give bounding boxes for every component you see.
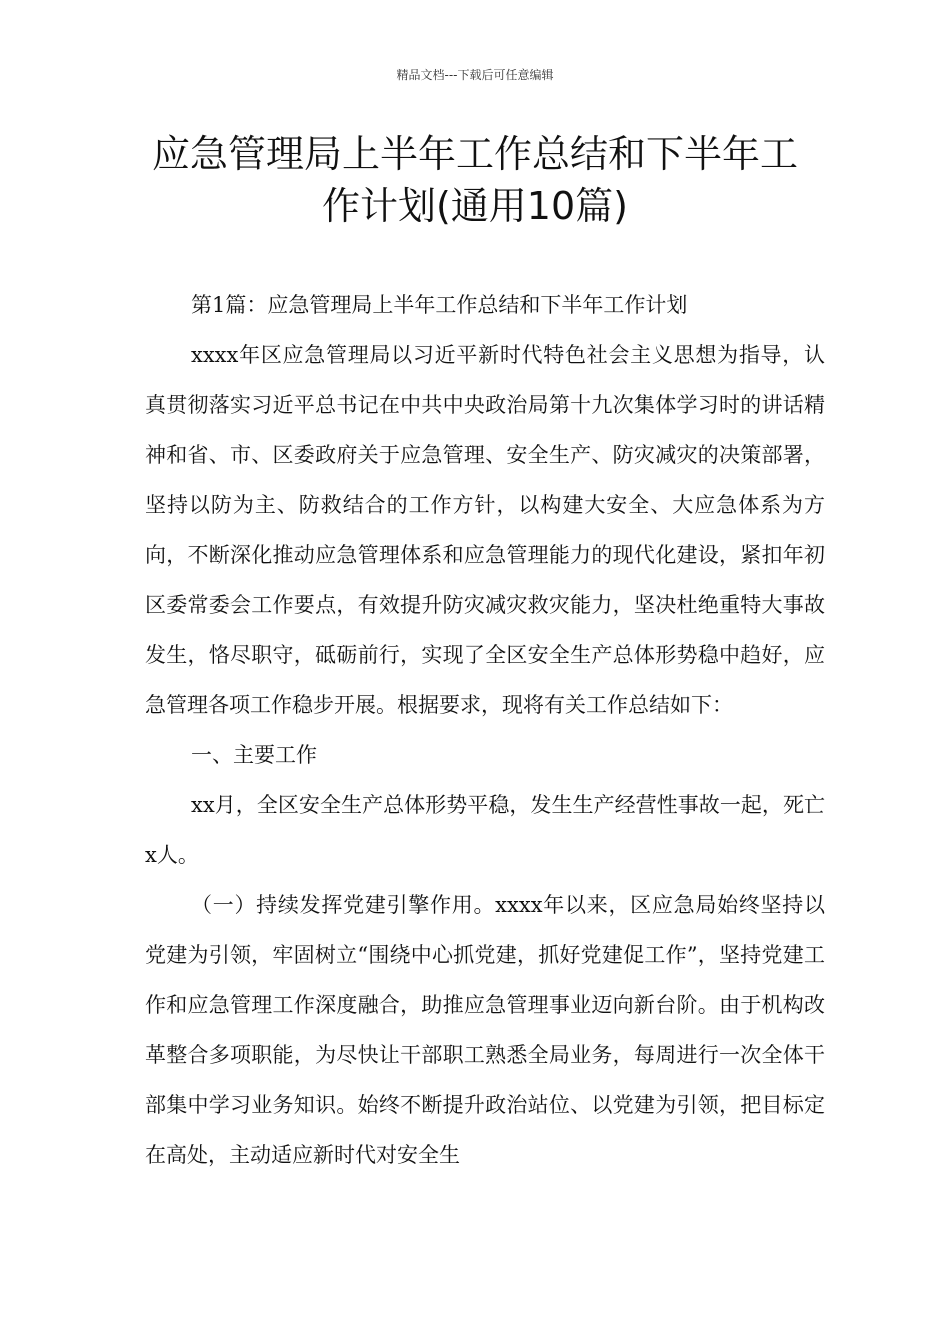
document-title bbox=[145, 128, 805, 232]
body-paragraph: （一）持续发挥党建引擎作用。xxxx年以来，区应急局始终坚持以党建为引领，牢固树立“围绕中心抓党建，抓好党建促工作”，坚持党建工作和应急管理工作深度融合，助推应急管理事业迈向新台阶。由于机构改革整合多项职能，为尽快让干部职工熟悉全局业务，每周进行一次全体干部集中学习业务知识。始终不断提升政治站位、以党建为引领，把目标定在高处，主动适应新时代对安全生 bbox=[145, 893, 825, 1167]
title-line-1: 应急管理局上半年工作总结和下半年工 bbox=[151, 132, 798, 176]
section-heading: 一、主要工作 bbox=[191, 743, 317, 767]
title-line-2: 作计划(通用10篇) bbox=[321, 184, 628, 228]
document-body bbox=[145, 280, 825, 1180]
body-paragraph: xx月，全区安全生产总体形势平稳，发生生产经营性事故一起，死亡x人。 bbox=[145, 793, 825, 867]
body-paragraph: xxxx年区应急管理局以习近平新时代特色社会主义思想为指导，认真贯彻落实习近平总书记在中共中央政治局第十九次集体学习时的讲话精神和省、市、区委政府关于应急管理、安全生产、防灾减灾的决策部署，坚持以防为主、防救结合的工作方针，以构建大安全、大应急体系为方向，不断深化推动应急管理体系和应急管理能力的现代化建设，紧扣年初区委常委会工作要点，有效提升防灾减灾救灾能力，坚决杜绝重特大事故发生，恪尽职守，砥砺前行，实现了全区安全生产总体形势稳中趋好，应急管理各项工作稳步开展。根据要求，现将有关工作总结如下： bbox=[145, 343, 825, 717]
section-heading: 第1篇：应急管理局上半年工作总结和下半年工作计划 bbox=[191, 293, 688, 317]
header-note: 精品文档---下载后可任意编辑 bbox=[396, 68, 554, 82]
